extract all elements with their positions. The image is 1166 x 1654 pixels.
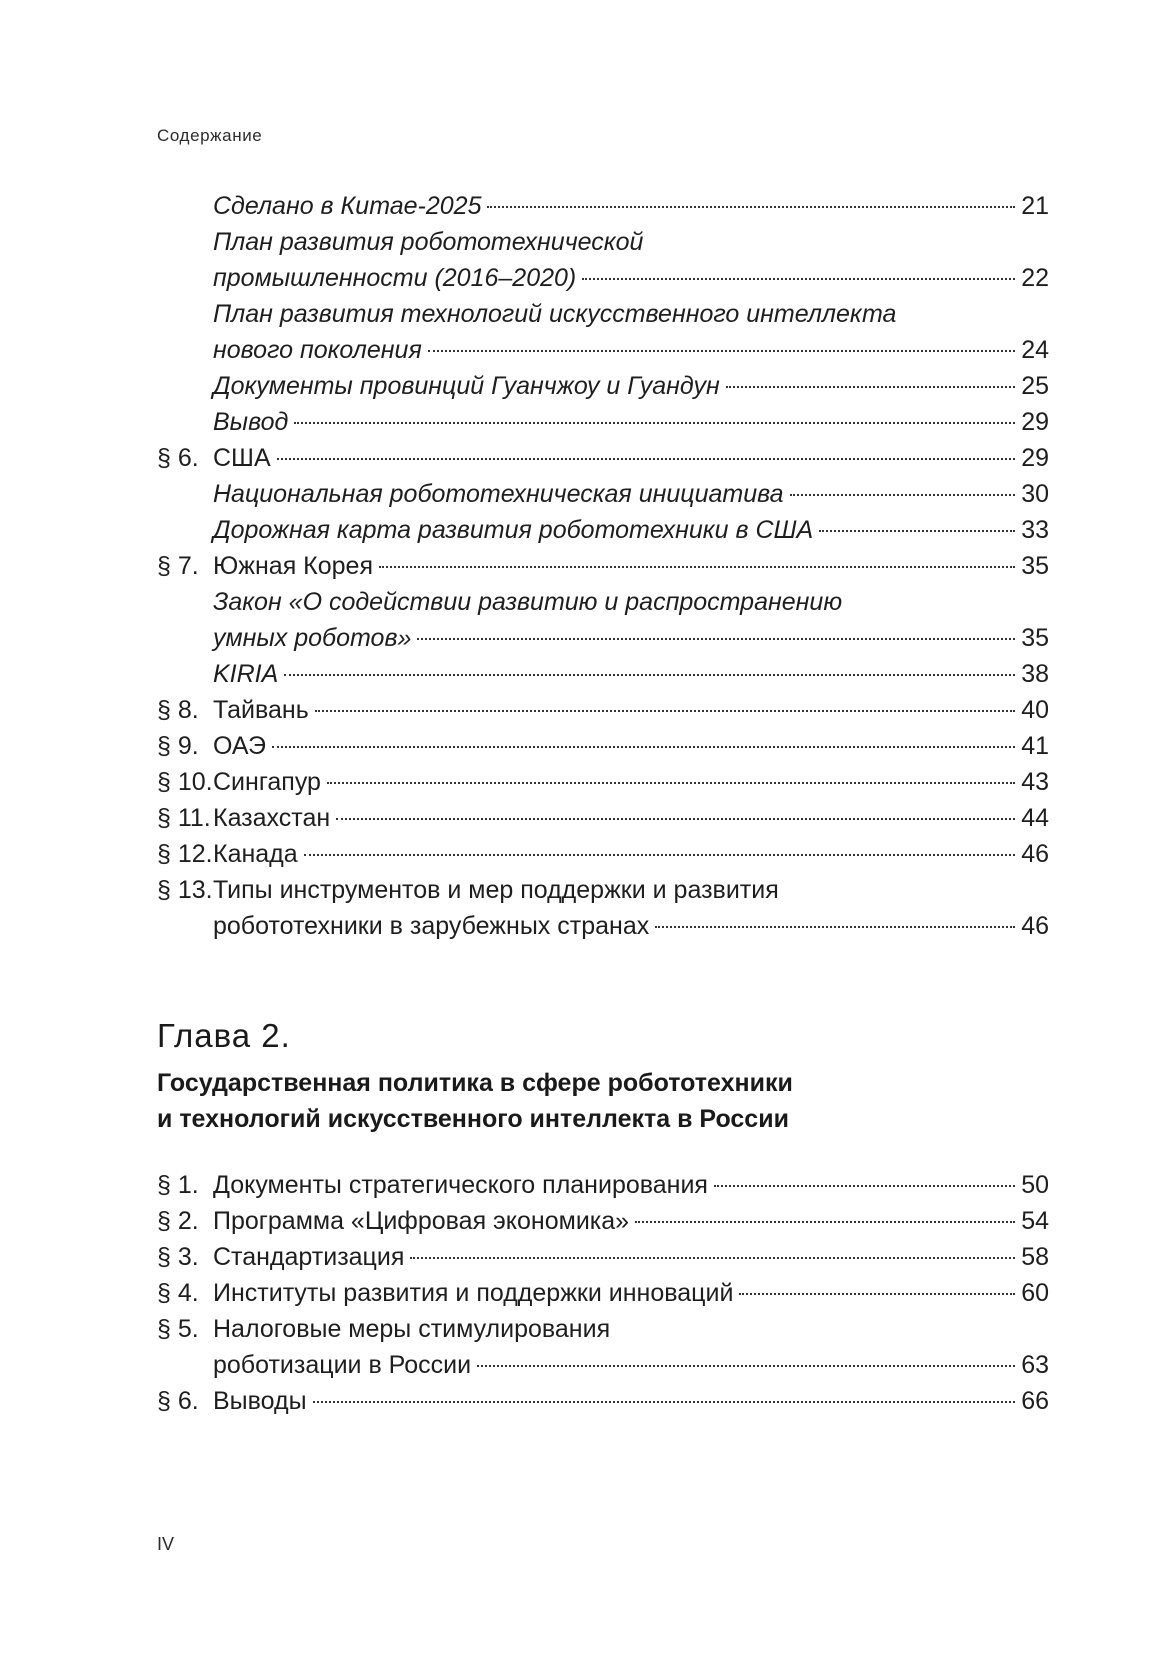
toc-entry-title: роботизации в России <box>213 1351 472 1379</box>
toc-entry-number: § 12. <box>157 840 213 868</box>
toc-entry[interactable] <box>157 224 1049 296</box>
toc-entry-page: 24 <box>1021 336 1049 364</box>
toc-entry[interactable] <box>157 728 1049 764</box>
toc-entry[interactable] <box>157 656 1049 692</box>
dot-leader <box>635 1221 1015 1223</box>
toc-entry-number: § 2. <box>157 1207 199 1235</box>
dot-leader <box>277 458 1016 460</box>
toc-entry-number: § 8. <box>157 696 199 724</box>
toc-entry-page: 63 <box>1021 1351 1049 1379</box>
toc-entry[interactable] <box>157 440 1049 476</box>
running-head: Содержание <box>157 126 263 145</box>
toc-entry-title: Выводы <box>213 1387 307 1415</box>
dot-leader <box>714 1185 1015 1187</box>
toc-entry[interactable] <box>157 1203 1049 1239</box>
dot-leader <box>410 1257 1015 1259</box>
dot-leader <box>417 638 1015 640</box>
toc-entry-number: § 1. <box>157 1171 199 1199</box>
toc-list-chapter-2 <box>157 1167 1049 1419</box>
toc-entry-page: 30 <box>1021 480 1049 508</box>
toc-entry-title: Южная Корея <box>213 552 373 580</box>
toc-entry-title: KIRIA <box>213 660 279 688</box>
toc-entry[interactable] <box>157 476 1049 512</box>
toc-entry-title: Канада <box>213 840 298 868</box>
page-number: IV <box>157 1534 175 1554</box>
toc-entry-title: нового поколения <box>213 336 422 364</box>
dot-leader <box>487 206 1015 208</box>
toc-entry-title: Документы провинций Гуанчжоу и Гуандун <box>213 372 720 400</box>
toc-entry-page: 50 <box>1021 1171 1049 1199</box>
toc-entry-title: промышленности (2016–2020) <box>213 264 577 292</box>
toc-entry[interactable] <box>157 764 1049 800</box>
toc-entry-page: 25 <box>1021 372 1049 400</box>
dot-leader <box>327 782 1015 784</box>
chapter-label: Глава 2. <box>157 1017 291 1054</box>
toc-entry-title: План развития технологий искусственного интеллекта <box>213 300 897 328</box>
dot-leader <box>428 350 1015 352</box>
dot-leader <box>294 422 1015 424</box>
toc-entry-page: 40 <box>1021 696 1049 724</box>
toc-entry-title: Сделано в Китае-2025 <box>213 192 482 220</box>
toc-entry[interactable] <box>157 1275 1049 1311</box>
toc-entry-title: Налоговые меры стимулирования <box>213 1315 611 1343</box>
dot-leader <box>379 566 1015 568</box>
dot-leader <box>655 926 1015 928</box>
chapter-heading <box>157 1015 1049 1137</box>
toc-entry-title: ОАЭ <box>213 732 266 760</box>
chapter-title <box>157 1065 1049 1137</box>
dot-leader <box>315 710 1015 712</box>
toc-entry-number: § 5. <box>157 1315 199 1343</box>
toc-entry-title: Вывод <box>213 408 289 436</box>
dot-leader <box>790 494 1016 496</box>
toc-entry-page: 22 <box>1021 264 1049 292</box>
dot-leader <box>819 530 1015 532</box>
toc-entry[interactable] <box>157 512 1049 548</box>
toc-entry-title: Закон «О содействии развитию и распространению <box>213 588 843 616</box>
toc-entry-number: § 6. <box>157 444 199 472</box>
toc-entry-title: Стандартизация <box>213 1243 405 1271</box>
toc-entry-page: 29 <box>1021 408 1049 436</box>
toc-entry-number: § 7. <box>157 552 199 580</box>
toc-entry-title: Программа «Цифровая экономика» <box>213 1207 630 1235</box>
toc-entry-title: Документы стратегического планирования <box>213 1171 708 1199</box>
toc-entry-number: § 4. <box>157 1279 199 1307</box>
toc-entry-title: Тайвань <box>213 696 309 724</box>
toc-entry-number: § 11. <box>157 804 211 832</box>
toc-entry-title: Национальная робототехническая инициатива <box>213 480 784 508</box>
toc-entry-page: 41 <box>1021 732 1049 760</box>
toc-entry-title: Институты развития и поддержки инноваций <box>213 1279 734 1307</box>
toc-entry-page: 44 <box>1021 804 1049 832</box>
toc-entry[interactable] <box>157 404 1049 440</box>
toc-entry-page: 35 <box>1021 624 1049 652</box>
toc-entry[interactable] <box>157 800 1049 836</box>
dot-leader <box>284 674 1015 676</box>
toc-entry-number: § 9. <box>157 732 199 760</box>
toc-entry-title: Казахстан <box>213 804 331 832</box>
toc-entry[interactable] <box>157 692 1049 728</box>
dot-leader <box>582 278 1015 280</box>
toc-entry[interactable] <box>157 1383 1049 1419</box>
toc-entry[interactable] <box>157 1311 1049 1383</box>
toc-entry-page: 35 <box>1021 552 1049 580</box>
toc-list-chapter-1 <box>157 188 1049 944</box>
toc-entry[interactable] <box>157 872 1049 944</box>
toc-entry-number: § 3. <box>157 1243 199 1271</box>
toc-entry-page: 60 <box>1021 1279 1049 1307</box>
dot-leader <box>336 818 1015 820</box>
toc-entry-page: 29 <box>1021 444 1049 472</box>
toc-entry-title: умных роботов» <box>213 624 412 652</box>
dot-leader <box>272 746 1015 748</box>
toc-entry-page: 46 <box>1021 912 1049 940</box>
toc-entry-title: Сингапур <box>213 768 321 796</box>
toc-entry[interactable] <box>157 548 1049 584</box>
toc-entry-title: Типы инструментов и мер поддержки и развития <box>213 876 779 904</box>
toc-entry-page: 46 <box>1021 840 1049 868</box>
toc-entry[interactable] <box>157 368 1049 404</box>
toc-entry-title: Дорожная карта развития робототехники в США <box>213 516 814 544</box>
toc-entry-title: робототехники в зарубежных странах <box>213 912 650 940</box>
toc-entry[interactable] <box>157 1239 1049 1275</box>
toc-entry-number: § 10. <box>157 768 213 796</box>
dot-leader <box>726 386 1015 388</box>
toc-entry-title: План развития робототехнической <box>213 228 644 256</box>
toc-entry-number: § 6. <box>157 1387 199 1415</box>
toc-entry-title: США <box>213 444 271 472</box>
dot-leader <box>313 1401 1016 1403</box>
chapter-title-line: и технологий искусственного интеллекта в России <box>157 1105 789 1133</box>
toc-entry[interactable] <box>157 836 1049 872</box>
toc-entry[interactable] <box>157 1167 1049 1203</box>
chapter-title-line: Государственная политика в сфере робототехники <box>157 1069 793 1097</box>
toc-entry[interactable] <box>157 296 1049 368</box>
toc-entry-page: 54 <box>1021 1207 1049 1235</box>
dot-leader <box>304 854 1016 856</box>
toc-entry[interactable] <box>157 584 1049 656</box>
toc-entry-page: 33 <box>1021 516 1049 544</box>
dot-leader <box>477 1365 1015 1367</box>
toc-entry[interactable] <box>157 188 1049 224</box>
toc-entry-page: 43 <box>1021 768 1049 796</box>
dot-leader <box>739 1293 1015 1295</box>
toc-entry-page: 58 <box>1021 1243 1049 1271</box>
toc-entry-page: 38 <box>1021 660 1049 688</box>
toc-entry-page: 66 <box>1021 1387 1049 1415</box>
toc-entry-number: § 13. <box>157 876 213 904</box>
toc-entry-page: 21 <box>1021 192 1049 220</box>
